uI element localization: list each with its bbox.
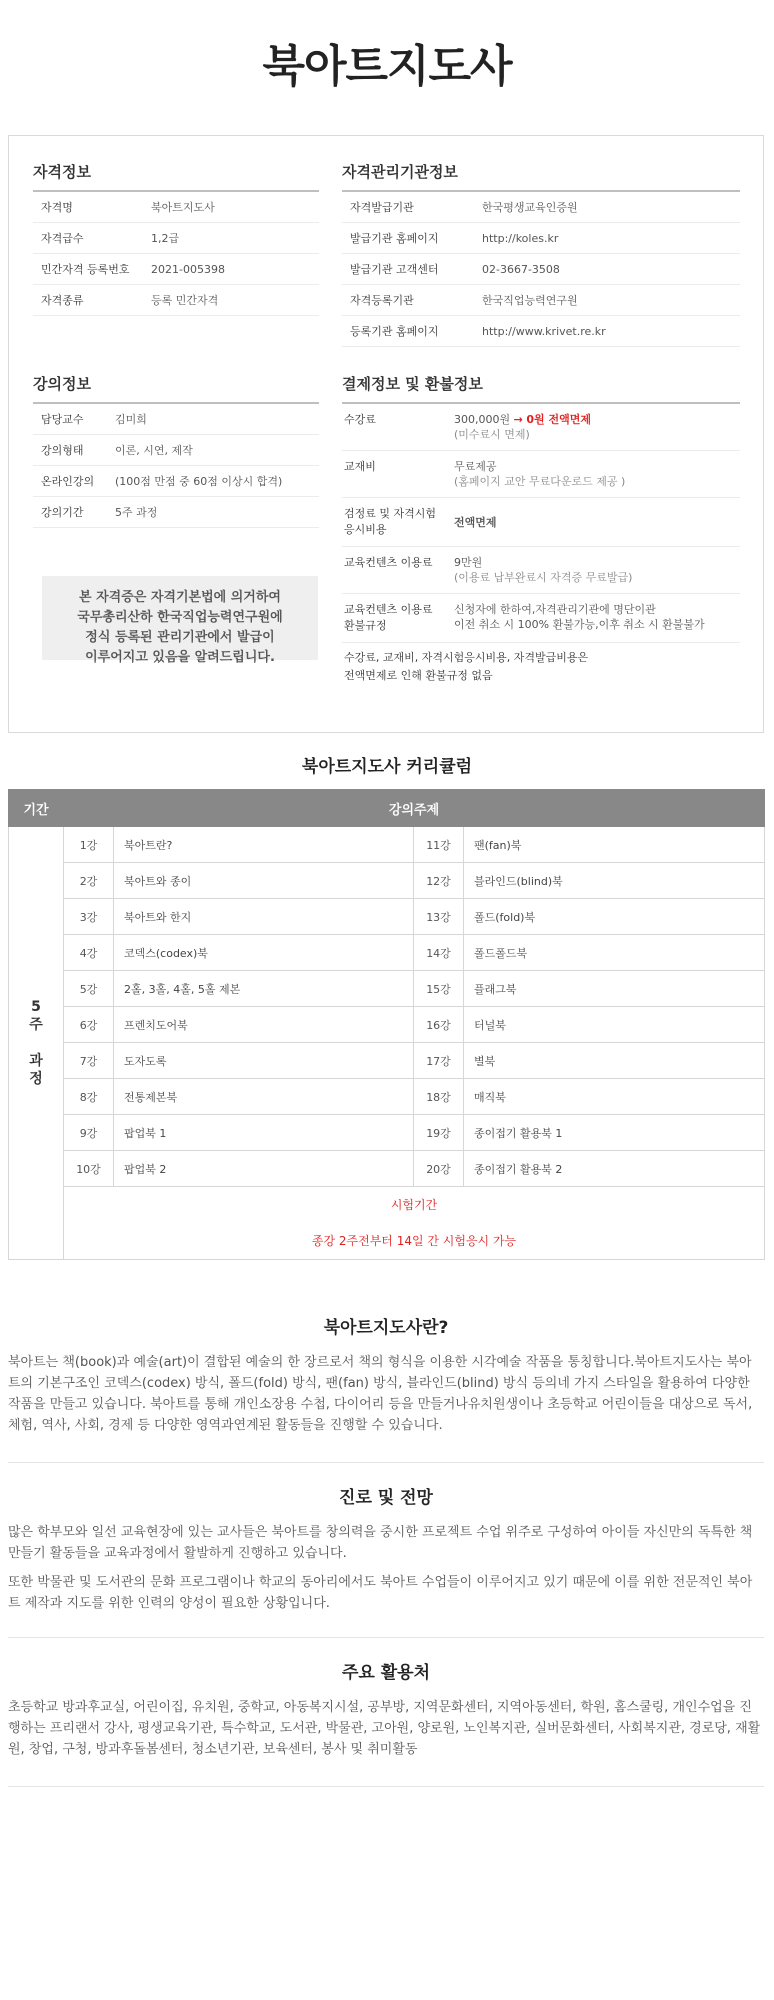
lecture-info-row <box>33 435 319 466</box>
org-homepage-link[interactable]: http://koles.kr <box>482 231 559 245</box>
lesson-topic: 종이접기 활용북 1 <box>464 1115 765 1151</box>
period-char: 정 <box>29 1071 43 1087</box>
payment-section <box>342 373 740 685</box>
lecture-info-row <box>33 404 319 435</box>
payment-row-fee <box>342 404 740 451</box>
table-row <box>9 1115 765 1151</box>
lecture-info-key: 강의형태 <box>41 444 84 457</box>
career-paragraph: 많은 학부모와 일선 교육현장에 있는 교사들은 북아트를 창의력을 중시한 프로젝트 수업 위주로 구성하여 아이들 자신만의 독특한 책 만들기 활동들을 교육과정에서 활발하게 진행하고 있습니다. <box>8 1525 753 1561</box>
lesson-topic: 터널북 <box>464 1007 765 1043</box>
about-section <box>8 1313 764 1444</box>
org-info-title: 자격관리기관정보 <box>342 161 740 192</box>
cert-info-row <box>33 254 319 285</box>
lesson-topic: 팝업북 2 <box>114 1151 414 1187</box>
table-row <box>9 971 765 1007</box>
cert-info-row <box>33 223 319 254</box>
period-char: 주 <box>29 1017 43 1033</box>
exam-fee-label-line: 검정료 및 자격시험 <box>344 507 437 520</box>
lesson-topic: 매직북 <box>464 1079 765 1115</box>
lesson-topic: 플래그북 <box>464 971 765 1007</box>
table-row <box>9 863 765 899</box>
lesson-number: 3강 <box>64 899 114 935</box>
lesson-number: 1강 <box>64 827 114 863</box>
refund-label <box>342 602 454 634</box>
lesson-topic: 북아트란? <box>114 827 414 863</box>
career-section <box>8 1483 764 1622</box>
lesson-number: 15강 <box>414 971 464 1007</box>
material-free: 무료제공 <box>454 460 497 473</box>
lecture-info-title: 강의정보 <box>33 373 319 404</box>
lesson-number: 2강 <box>64 863 114 899</box>
exam-period-desc: 종강 2주전부터 14일 간 시험응시 가능 <box>311 1234 517 1248</box>
cert-info-row <box>33 192 319 223</box>
fee-free: 0원 전액면제 <box>526 413 591 426</box>
fee-label: 수강료 <box>344 413 376 426</box>
refund-line: 이전 취소 시 100% 환불가능,이후 취소 시 환불불가 <box>454 618 705 631</box>
notice-line: 본 자격증은 자격기본법에 의거하여 <box>79 590 281 605</box>
org-info-key: 발급기관 고객센터 <box>350 263 439 276</box>
refund-label-line: 환불규정 <box>344 619 387 632</box>
fee-note: (미수료시 면제) <box>454 428 530 441</box>
usage-section <box>8 1658 764 1768</box>
lesson-number: 12강 <box>414 863 464 899</box>
material-note: (홈페이지 교안 무료다운로드 제공 ) <box>454 475 626 488</box>
material-value <box>454 459 625 489</box>
lecture-info-value: (100점 만점 중 60점 이상시 합격) <box>115 475 283 488</box>
lesson-number: 8강 <box>64 1079 114 1115</box>
lecture-info-section <box>33 373 319 528</box>
period-header: 기간 <box>9 790 64 827</box>
payment-row-content <box>342 547 740 594</box>
refund-label-line: 교육컨텐츠 이용료 <box>344 603 433 616</box>
lesson-topic: 전통제본북 <box>114 1079 414 1115</box>
content-fee-label: 교육컨텐츠 이용료 <box>344 556 433 569</box>
divider <box>8 1462 764 1463</box>
table-row <box>9 827 765 863</box>
cert-info-value: 2021-005398 <box>151 262 225 276</box>
curriculum-title: 북아트지도사 커리큘럼 <box>301 757 473 777</box>
lecture-info-key: 온라인강의 <box>41 475 95 488</box>
cert-info-key: 자격급수 <box>41 232 84 245</box>
cert-info-value: 등록 민간자격 <box>151 294 219 307</box>
lesson-topic: 2홀, 3홀, 4홀, 5홀 제본 <box>114 971 414 1007</box>
cert-info-value: 북아트지도사 <box>151 201 215 214</box>
lesson-number: 20강 <box>414 1151 464 1187</box>
period-char: 5 <box>31 999 41 1015</box>
payment-row-refund <box>342 594 740 643</box>
exam-fee-value: 전액면제 <box>454 515 497 529</box>
fee-value <box>454 412 591 442</box>
divider <box>8 1786 764 1787</box>
lesson-number: 9강 <box>64 1115 114 1151</box>
lesson-topic: 별북 <box>464 1043 765 1079</box>
career-title: 진로 및 전망 <box>339 1488 433 1508</box>
lesson-number: 17강 <box>414 1043 464 1079</box>
lesson-number: 6강 <box>64 1007 114 1043</box>
fee-arrow: → <box>513 413 523 426</box>
registry-homepage-link[interactable]: http://www.krivet.re.kr <box>482 324 606 338</box>
about-title: 북아트지도사란? <box>323 1318 449 1338</box>
org-info-row <box>342 285 740 316</box>
lesson-number: 4강 <box>64 935 114 971</box>
payment-row-exam <box>342 498 740 547</box>
refund-footer <box>342 643 740 685</box>
content-fee-amount: 9만원 <box>454 556 483 569</box>
org-info-row <box>342 254 740 285</box>
org-info-value: 한국평생교육인증원 <box>482 201 578 214</box>
lecture-info-value: 이론, 시연, 제작 <box>115 444 193 457</box>
payment-title: 결제정보 및 환불정보 <box>342 373 740 404</box>
info-box <box>8 135 764 733</box>
table-row <box>9 935 765 971</box>
lesson-number: 13강 <box>414 899 464 935</box>
topic-header: 강의주제 <box>64 790 765 827</box>
org-info-section <box>342 161 740 347</box>
notice-line: 정식 등록된 관리기관에서 발급이 <box>85 630 275 645</box>
exam-period-cell <box>64 1187 765 1260</box>
refund-footer-line: 수강료, 교재비, 자격시험응시비용, 자격발급비용은 <box>344 651 589 664</box>
curriculum-header-row <box>9 790 765 827</box>
lesson-topic: 종이접기 활용북 2 <box>464 1151 765 1187</box>
usage-body: 초등학교 방과후교실, 어린이집, 유치원, 중학교, 아동복지시설, 공부방, 지역문화센터, 지역아동센터, 학원, 홈스쿨링, 개인수업을 진행하는 프리랜서 강사, 평생교육기관, 특수학교, 도서관, 박물관, 고아원, 양로원, 노인복지관, 실버문화센터, 사회복지관, 경로당, 재활원, 창업, 구청, 방과후돌봄센터, 청소년기관, 보육센터, 봉사 및 취미활동 <box>8 1700 761 1757</box>
about-body: 북아트는 책(book)과 예술(art)이 결합된 예술의 한 장르로서 책의 형식을 이용한 시각예술 작품을 통칭합니다.북아트지도사는 북아트의 기본구조인 코덱스(codex) 방식, 폴드(fold) 방식, 팬(fan) 방식, 블라인드(blind) 방식 등의네 가지 스타일을 활용하여 다양한 작품을 만들고 있습니다. 북아트를 통해 개인소장용 수첩, 다이어리 등을 만들거나유치원생이나 초등학교 어린이들을 대상으로 독서, 체험, 역사, 사회, 경제 등 다양한 영역과연계된 활동들을 진행할 수 있습니다. <box>8 1355 753 1433</box>
payment-row-material <box>342 451 740 498</box>
exam-period-row <box>9 1187 765 1260</box>
lesson-topic: 프렌치도어북 <box>114 1007 414 1043</box>
cert-notice <box>42 576 318 665</box>
notice-line: 국무총리산하 한국직업능력연구원에 <box>77 610 283 625</box>
lesson-topic: 북아트와 종이 <box>114 863 414 899</box>
cert-info-value: 1,2급 <box>151 232 180 245</box>
career-paragraph: 또한 박물관 및 도서관의 문화 프로그램이나 학교의 동아리에서도 북아트 수업들이 이루어지고 있기 때문에 이를 위한 전문적인 북아트 제작과 지도를 위한 인력의 양성이 필요한 상황입니다. <box>8 1575 753 1611</box>
refund-footer-line: 전액면제로 인해 환불규정 없음 <box>344 669 493 682</box>
org-info-value: 02-3667-3508 <box>482 262 560 276</box>
org-info-row <box>342 223 740 254</box>
cert-info-title: 자격정보 <box>33 161 319 192</box>
org-info-row <box>342 316 740 347</box>
lesson-topic: 블라인드(blind)북 <box>464 863 765 899</box>
refund-line: 신청자에 한하여,자격관리기관에 명단이관 <box>454 603 656 616</box>
usage-title: 주요 활용처 <box>341 1663 431 1683</box>
lesson-number: 19강 <box>414 1115 464 1151</box>
lecture-info-value: 김미희 <box>115 413 147 426</box>
page-title: 북아트지도사 <box>262 41 512 92</box>
lesson-number: 14강 <box>414 935 464 971</box>
table-row <box>9 1007 765 1043</box>
lesson-number: 7강 <box>64 1043 114 1079</box>
exam-period-title: 시험기간 <box>390 1198 438 1212</box>
period-cell <box>9 827 64 1260</box>
curriculum-table <box>8 789 765 1260</box>
org-info-key: 자격발급기관 <box>350 201 414 214</box>
table-row <box>9 1079 765 1115</box>
fee-original: 300,000원 <box>454 413 511 426</box>
lesson-number: 18강 <box>414 1079 464 1115</box>
cert-info-key: 민간자격 등록번호 <box>41 263 130 276</box>
material-label: 교재비 <box>344 460 376 473</box>
table-row <box>9 1151 765 1187</box>
lesson-number: 5강 <box>64 971 114 1007</box>
lesson-topic: 북아트와 한지 <box>114 899 414 935</box>
lesson-topic: 코덱스(codex)북 <box>114 935 414 971</box>
lesson-topic: 폴드폴드북 <box>464 935 765 971</box>
org-info-key: 발급기관 홈페이지 <box>350 232 439 245</box>
cert-info-row <box>33 285 319 316</box>
lecture-info-row <box>33 466 319 497</box>
divider <box>8 1637 764 1638</box>
cert-info-section <box>33 161 319 316</box>
exam-fee-label-line: 응시비용 <box>344 523 387 536</box>
lesson-topic: 팝업북 1 <box>114 1115 414 1151</box>
lesson-number: 16강 <box>414 1007 464 1043</box>
table-row <box>9 899 765 935</box>
lesson-number: 10강 <box>64 1151 114 1187</box>
org-info-key: 등록기관 홈페이지 <box>350 325 439 338</box>
refund-value <box>454 602 705 634</box>
notice-line: 이루어지고 있음을 알려드립니다. <box>85 650 275 665</box>
lecture-info-key: 담당교수 <box>41 413 84 426</box>
org-info-row <box>342 192 740 223</box>
table-row <box>9 1043 765 1079</box>
period-char: 과 <box>29 1053 43 1069</box>
org-info-value: 한국직업능력연구원 <box>482 294 578 307</box>
org-info-key: 자격등록기관 <box>350 294 414 307</box>
lecture-info-value: 5주 과정 <box>115 506 158 519</box>
lesson-topic: 폴드(fold)북 <box>464 899 765 935</box>
content-fee-value <box>454 555 632 585</box>
lecture-info-key: 강의기간 <box>41 506 84 519</box>
lesson-topic: 도자도록 <box>114 1043 414 1079</box>
cert-info-key: 자격명 <box>41 201 73 214</box>
exam-fee-label <box>342 506 454 538</box>
lesson-number: 11강 <box>414 827 464 863</box>
content-fee-note: (이용료 납부완료시 자격증 무료발급) <box>454 571 633 584</box>
cert-info-key: 자격종류 <box>41 294 84 307</box>
lesson-topic: 팬(fan)북 <box>464 827 765 863</box>
lecture-info-row <box>33 497 319 528</box>
